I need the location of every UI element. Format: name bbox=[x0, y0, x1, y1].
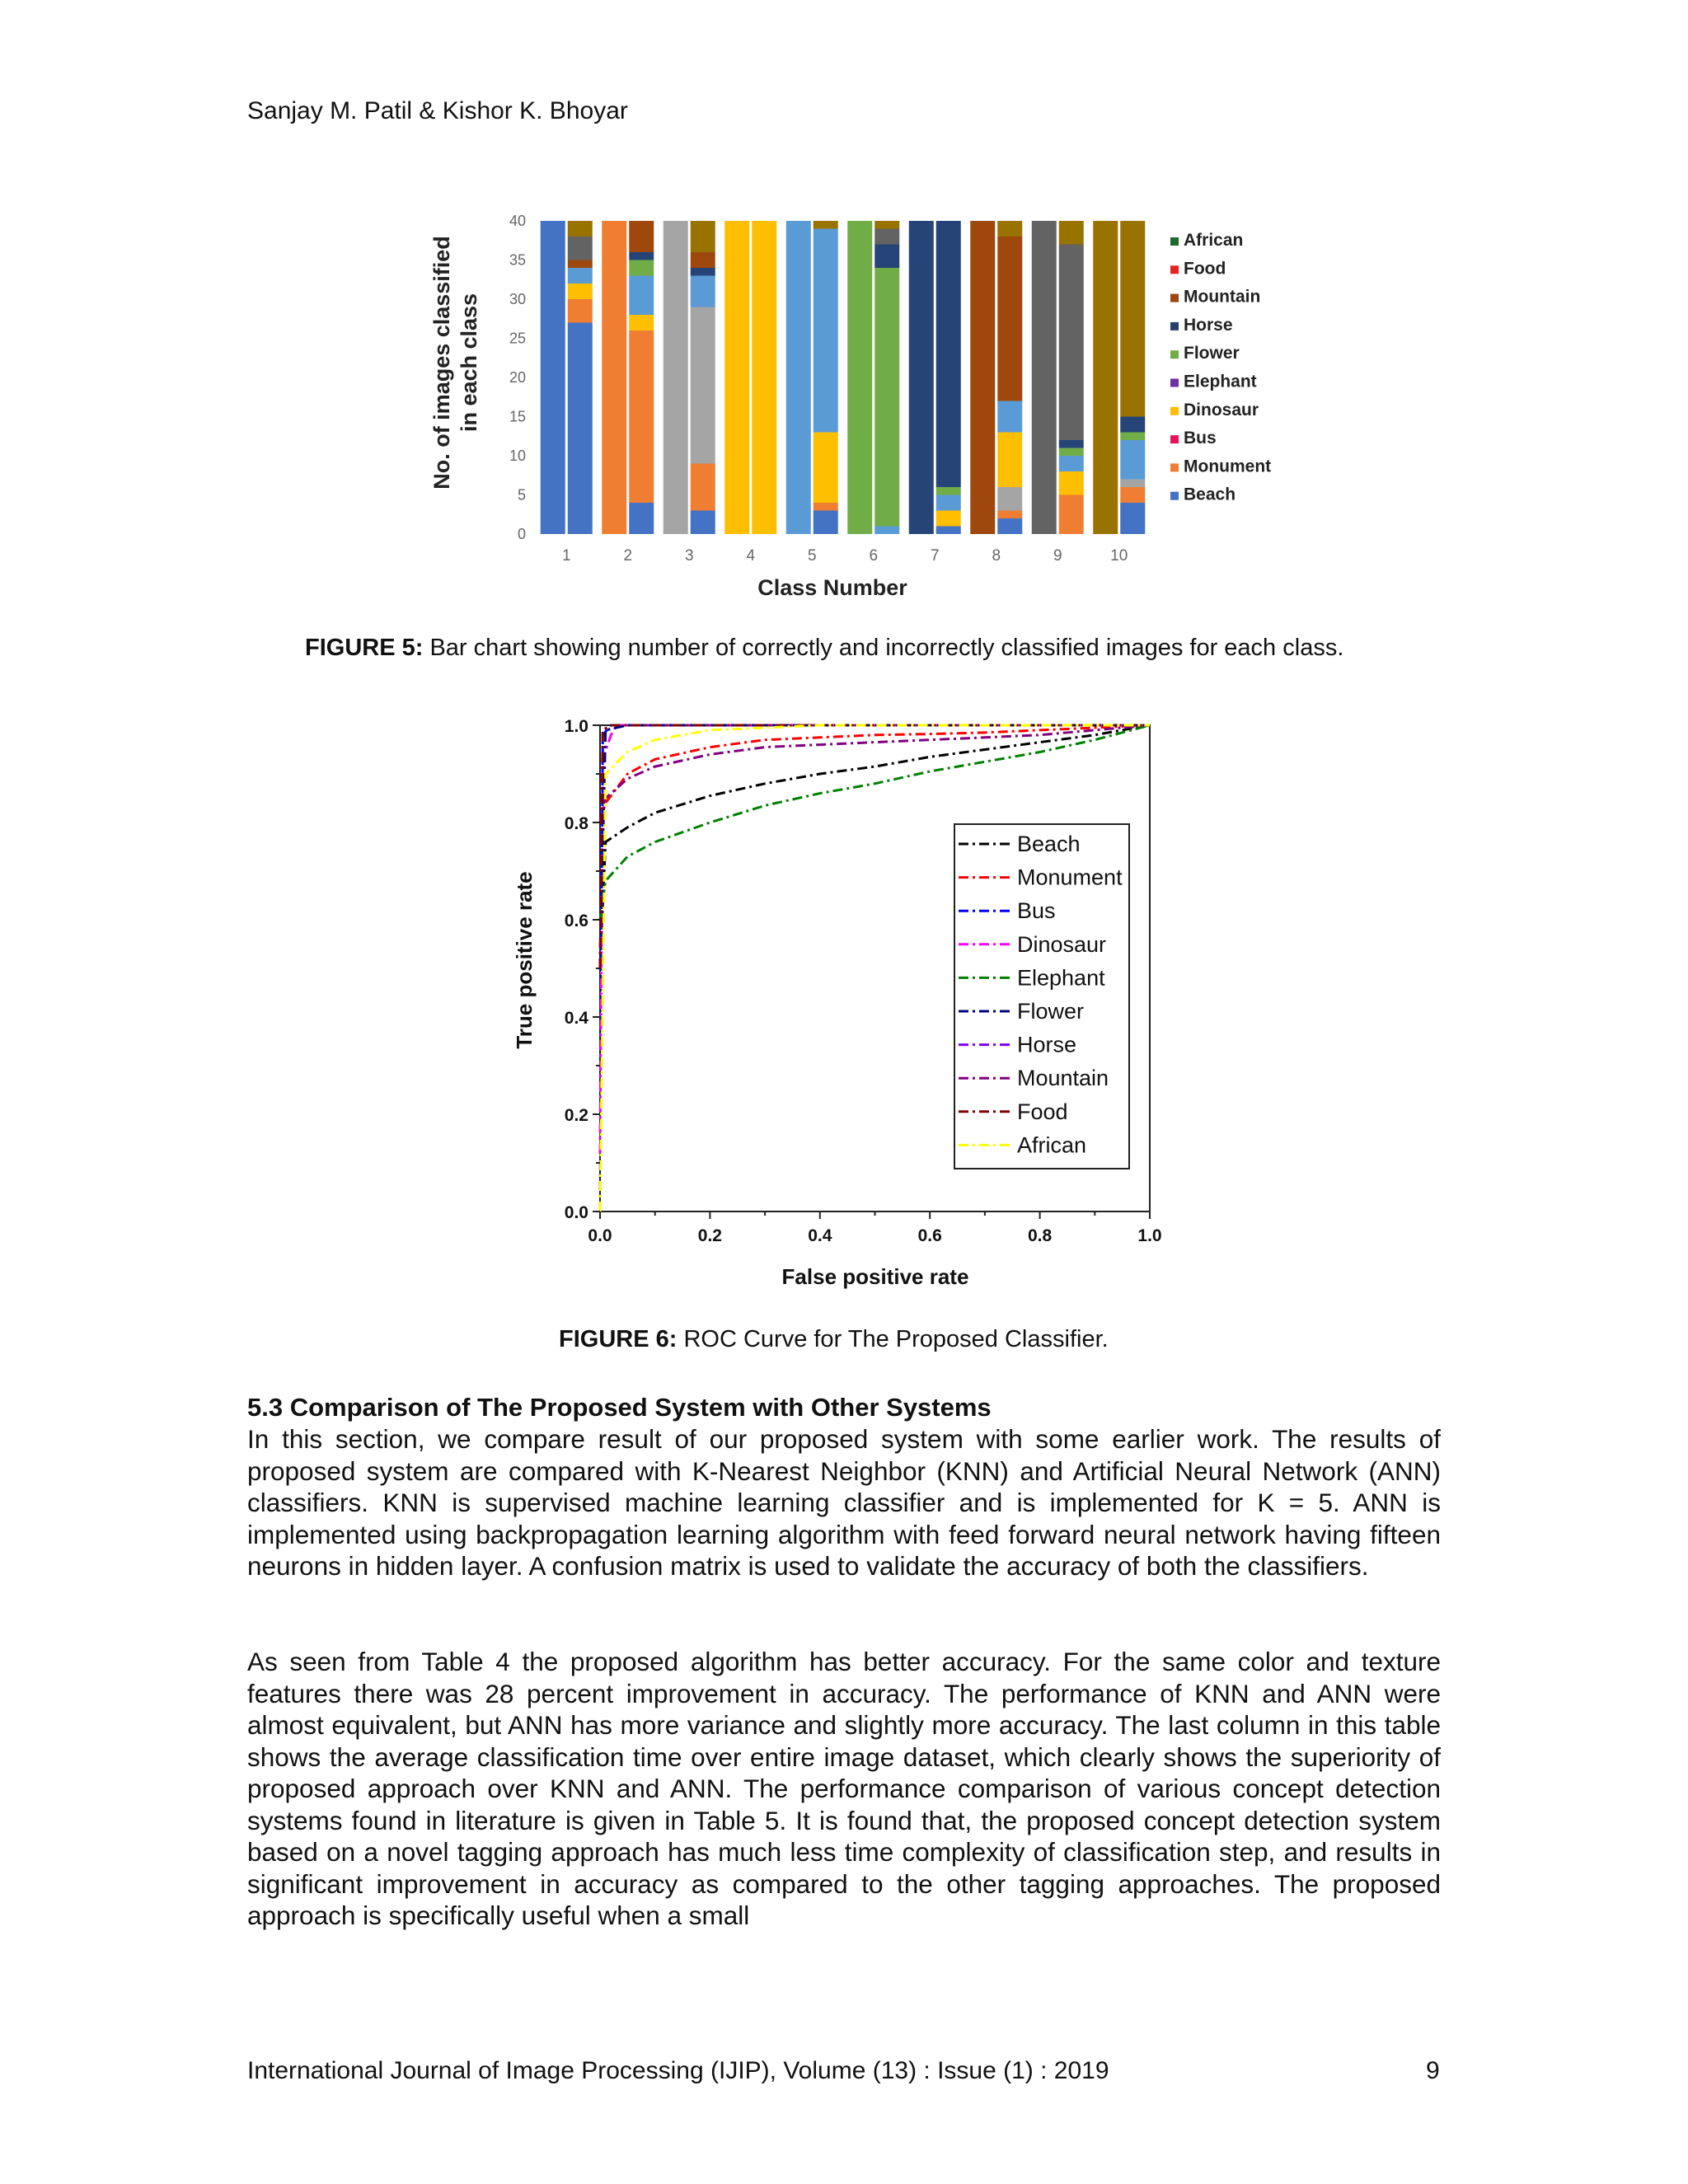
bar-segment-horse bbox=[1059, 440, 1084, 448]
bar-segment-monument bbox=[602, 221, 626, 534]
roc-y-tick-label: 0.4 bbox=[564, 1009, 588, 1028]
roc-y-tick-label: 0.0 bbox=[564, 1203, 588, 1222]
body-paragraph-1: In this section, we compare result of our proposed system with some earlier work. The results of proposed system are compared with K-Nearest Neighbor (KNN) and Artificial Neural Network (ANN) classifiers. KNN is supervised machine learning classifier and is implemented for K = 5. ANN is implemented using backpropagation learning algorithm with feed forward neural network having fifteen neurons in hidden layer. A confusion matrix is used to validate the accuracy of both the classifiers. bbox=[247, 1424, 1441, 1581]
roc-x-tick-label: 1.0 bbox=[1137, 1226, 1162, 1245]
bar-segment-monument bbox=[814, 503, 838, 511]
bar-segment-african bbox=[691, 221, 715, 252]
bar-segment-bus bbox=[997, 487, 1022, 511]
roc-legend-label-monument: Monument bbox=[1017, 865, 1123, 890]
bar-segment-monument bbox=[1059, 495, 1084, 535]
roc-legend-label-food: Food bbox=[1017, 1099, 1068, 1124]
bar-segment-mountain bbox=[629, 221, 654, 252]
figure-6-roc-chart bbox=[495, 705, 1203, 1306]
bar-segment-beach bbox=[629, 503, 654, 534]
figure-5-caption-label: FIGURE 5: bbox=[305, 635, 424, 661]
bar-segment-monument bbox=[691, 464, 715, 511]
bar-segment-bus bbox=[691, 307, 715, 464]
bar-segment-horse bbox=[691, 268, 715, 276]
figure-6-caption-text: ROC Curve for The Proposed Classifier. bbox=[677, 1326, 1109, 1352]
legend-label-beach: Beach bbox=[1184, 485, 1236, 504]
bar-segment-african bbox=[997, 221, 1022, 237]
bar-segment-horse bbox=[1120, 417, 1145, 433]
bar-chart-x-label: Class Number bbox=[757, 575, 907, 600]
bar-segment-monument bbox=[1120, 487, 1145, 503]
legend-swatch-food bbox=[1170, 265, 1179, 274]
roc-legend-label-african: African bbox=[1017, 1132, 1087, 1158]
legend-label-food: Food bbox=[1184, 259, 1226, 279]
bar-segment-dinosaur bbox=[568, 284, 593, 299]
roc-x-tick-label: 0.4 bbox=[808, 1226, 832, 1245]
bar-chart-y-tick-label: 35 bbox=[509, 251, 526, 269]
bar-segment-monument bbox=[997, 511, 1022, 519]
bar-segment-lightblue bbox=[997, 401, 1022, 433]
roc-x-tick-label: 0.2 bbox=[697, 1226, 723, 1245]
bar-chart-y-tick-label: 20 bbox=[509, 369, 526, 386]
bar-segment-dinosaur bbox=[752, 221, 776, 534]
bar-segment-horse bbox=[936, 221, 961, 487]
bar-segment-mountain bbox=[568, 260, 593, 269]
bar-chart-legend bbox=[1170, 231, 1271, 504]
bar-chart-y-label-line2: in each class bbox=[457, 293, 481, 433]
bar-segment-beach bbox=[997, 518, 1022, 534]
bar-chart-x-tick-label: 10 bbox=[1110, 547, 1128, 565]
bar-segment-beach bbox=[541, 221, 565, 534]
bar-segment-dinosaur bbox=[997, 433, 1022, 488]
legend-swatch-dinosaur bbox=[1170, 407, 1179, 415]
running-header: Sanjay M. Patil & Kishor K. Bhoyar bbox=[247, 97, 628, 124]
bar-chart-y-tick-label: 0 bbox=[517, 526, 526, 542]
roc-legend-label-dinosaur: Dinosaur bbox=[1017, 931, 1107, 957]
bar-segment-beach bbox=[568, 323, 593, 535]
bar-segment-african bbox=[1120, 221, 1145, 417]
bar-segment-beach bbox=[1120, 503, 1145, 534]
bar-chart-y-tick-label: 25 bbox=[509, 330, 526, 347]
legend-swatch-monument bbox=[1170, 463, 1179, 471]
bar-chart-y-tick-label: 30 bbox=[509, 291, 526, 307]
legend-swatch-horse bbox=[1170, 322, 1179, 330]
bar-segment-flower bbox=[936, 487, 961, 495]
bar-chart-y-tick-label: 5 bbox=[517, 486, 526, 504]
legend-swatch-beach bbox=[1170, 492, 1179, 500]
legend-label-horse: Horse bbox=[1184, 315, 1233, 335]
bar-segment-flower bbox=[874, 268, 899, 527]
bar-chart-x-ticks bbox=[562, 547, 1128, 565]
bar-segment-lightblue bbox=[786, 221, 811, 534]
bar-segment-lightblue bbox=[629, 276, 654, 316]
legend-label-dinosaur: Dinosaur bbox=[1184, 400, 1259, 419]
roc-legend-label-horse: Horse bbox=[1017, 1032, 1077, 1057]
roc-legend-label-flower: Flower bbox=[1017, 999, 1085, 1024]
section-heading: 5.3 Comparison of The Proposed System with Other Systems bbox=[247, 1393, 992, 1422]
roc-y-tick-label: 0.2 bbox=[564, 1106, 588, 1125]
bar-chart-y-ticks bbox=[509, 213, 526, 542]
bar-segment-lightblue bbox=[814, 229, 838, 433]
roc-legend-label-beach: Beach bbox=[1017, 832, 1081, 856]
bar-segment-dinosaur bbox=[629, 315, 654, 330]
legend-label-flower: Flower bbox=[1184, 344, 1240, 363]
roc-y-label: True positive rate bbox=[512, 871, 537, 1049]
bar-segment-lightblue bbox=[1059, 456, 1084, 471]
bar-segment-mountain bbox=[691, 252, 715, 268]
roc-x-tick-label: 0.6 bbox=[917, 1226, 942, 1245]
roc-legend-label-mountain: Mountain bbox=[1017, 1066, 1109, 1091]
roc-y-tick-label: 0.6 bbox=[564, 912, 588, 930]
bar-segment-lightblue bbox=[874, 527, 899, 535]
bar-chart-x-tick-label: 9 bbox=[1053, 547, 1062, 565]
figure-5-caption-text: Bar chart showing number of correctly and incorrectly classified images for each class. bbox=[423, 635, 1344, 661]
bar-segment-darkgray bbox=[1059, 245, 1084, 441]
bar-segment-dinosaur bbox=[1059, 471, 1084, 495]
legend-label-mountain: Mountain bbox=[1184, 287, 1261, 307]
bar-chart-y-tick-label: 40 bbox=[509, 213, 526, 229]
bar-segment-flower bbox=[847, 221, 872, 534]
legend-swatch-flower bbox=[1170, 350, 1179, 359]
bar-segment-flower bbox=[1059, 448, 1084, 457]
roc-legend-label-elephant: Elephant bbox=[1017, 965, 1105, 991]
bar-segment-horse bbox=[874, 245, 899, 269]
legend-swatch-mountain bbox=[1170, 294, 1179, 302]
legend-swatch-bus bbox=[1170, 435, 1179, 443]
bar-segment-bus bbox=[663, 221, 688, 534]
bar-segment-monument bbox=[629, 330, 654, 503]
bar-segment-horse bbox=[909, 221, 934, 534]
bar-segment-beach bbox=[691, 511, 715, 535]
bar-segment-african bbox=[1059, 221, 1084, 245]
bar-chart-x-tick-label: 4 bbox=[746, 547, 756, 565]
bar-segment-dinosaur bbox=[814, 433, 838, 504]
bar-chart-x-tick-label: 8 bbox=[992, 547, 1001, 565]
body-paragraph-2: As seen from Table 4 the proposed algorithm has better accuracy. For the same color and texture features there was 28 percent improvement in accuracy. The performance of KNN and ANN were almost equivalent, but ANN has more variance and slightly more accuracy. The last column in this table shows the average classification time over entire image dataset, which clearly shows the superiority of proposed approach over KNN and ANN. The performance comparison of various concept detection systems found in literature is given in Table 5. It is found that, the proposed concept detection system based on a novel tagging approach has much less time complexity of classification step, and results in significant improvement in accuracy as compared to the other tagging approaches. The proposed approach is specifically useful when a small bbox=[247, 1647, 1441, 1930]
bar-segment-flower bbox=[629, 260, 654, 276]
bar-chart-x-tick-label: 7 bbox=[930, 547, 940, 565]
bar-segment-darkgray bbox=[874, 229, 899, 245]
figure-6-caption bbox=[559, 1326, 1109, 1353]
footer-journal-info: International Journal of Image Processing (IJIP), Volume (13) : Issue (1) : 2019 bbox=[247, 2057, 1109, 2084]
roc-legend bbox=[954, 824, 1129, 1169]
bar-segment-african bbox=[1093, 221, 1118, 534]
bar-segment-dinosaur bbox=[936, 511, 961, 527]
bar-chart-bars bbox=[541, 221, 1146, 534]
bar-chart-x-tick-label: 3 bbox=[684, 547, 694, 565]
bar-segment-darkgray bbox=[1032, 221, 1057, 534]
bar-segment-lightblue bbox=[1120, 440, 1145, 480]
bar-segment-lightblue bbox=[568, 268, 593, 284]
bar-segment-dinosaur bbox=[724, 221, 749, 534]
bar-segment-flower bbox=[1120, 433, 1145, 441]
roc-x-label: False positive rate bbox=[781, 1264, 969, 1289]
legend-label-african: African bbox=[1184, 231, 1244, 250]
bar-chart-x-tick-label: 2 bbox=[623, 547, 633, 565]
bar-chart-y-tick-label: 10 bbox=[509, 448, 526, 464]
roc-x-tick-label: 0.8 bbox=[1027, 1226, 1053, 1245]
bar-segment-horse bbox=[629, 252, 654, 260]
bar-chart-x-tick-label: 5 bbox=[807, 547, 817, 565]
figure-6-caption-label: FIGURE 6: bbox=[559, 1326, 678, 1352]
legend-swatch-elephant bbox=[1170, 379, 1179, 387]
bar-segment-mountain bbox=[997, 237, 1022, 401]
figure-5-caption bbox=[305, 635, 1343, 662]
bar-segment-bus bbox=[1120, 480, 1145, 488]
figure-5-bar-chart bbox=[420, 206, 1311, 610]
legend-label-monument: Monument bbox=[1184, 457, 1272, 476]
bar-segment-african bbox=[568, 221, 593, 237]
bar-segment-lightblue bbox=[691, 276, 715, 307]
bar-chart-x-tick-label: 1 bbox=[561, 547, 571, 565]
roc-y-tick-label: 1.0 bbox=[564, 717, 588, 736]
legend-swatch-african bbox=[1170, 237, 1179, 246]
bar-segment-african bbox=[814, 221, 838, 229]
bar-segment-darkgray bbox=[568, 237, 593, 260]
bar-segment-mountain bbox=[970, 221, 995, 534]
page-number: 9 bbox=[1426, 2057, 1440, 2084]
legend-label-bus: Bus bbox=[1184, 429, 1217, 448]
bar-segment-african bbox=[874, 221, 899, 229]
bar-segment-beach bbox=[936, 527, 961, 535]
bar-chart-y-label-line1: No. of images classified bbox=[429, 236, 454, 490]
roc-y-tick-label: 0.8 bbox=[564, 814, 588, 833]
roc-x-tick-label: 0.0 bbox=[588, 1226, 612, 1245]
bar-segment-beach bbox=[814, 511, 838, 535]
bar-chart-y-tick-label: 15 bbox=[509, 408, 526, 425]
roc-legend-label-bus: Bus bbox=[1017, 898, 1056, 924]
bar-segment-lightblue bbox=[936, 495, 961, 511]
legend-label-elephant: Elephant bbox=[1184, 372, 1257, 391]
bar-chart-x-tick-label: 6 bbox=[869, 547, 879, 565]
bar-segment-monument bbox=[568, 299, 593, 323]
